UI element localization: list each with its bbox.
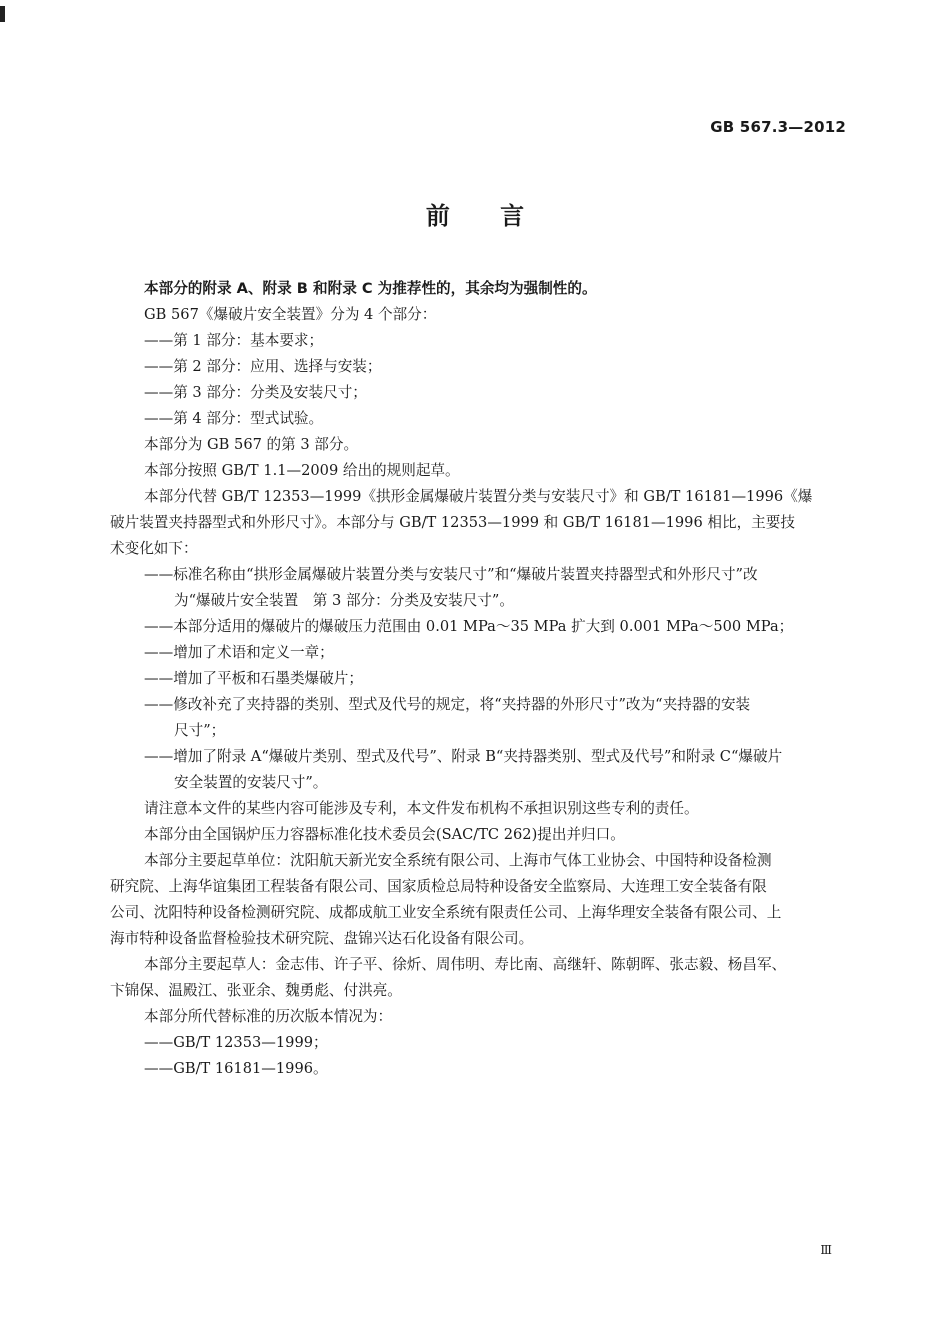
paragraph-parts-intro: GB 567《爆破片安全装置》分为 4 个部分： — [144, 306, 437, 323]
paragraph-drafting-units-line-4: 海市特种设备监督检验技术研究院、盘锦兴达石化设备有限公司。 — [110, 930, 534, 947]
paragraph-drafting-units-line-1: 本部分主要起草单位：沈阳航天新光安全系统有限公司、上海市气体工业协会、中国特种设备检测 — [144, 852, 772, 869]
list-item-change-4: ——增加了平板和石墨类爆破片； — [144, 670, 363, 687]
paragraph-replaces-line-3: 术变化如下： — [110, 540, 198, 557]
list-item-change-1 — [144, 562, 860, 614]
page-title: 前 言 — [425, 202, 525, 230]
paragraph-drafters-line-1: 本部分主要起草人：金志伟、许子平、徐炘、周伟明、寿比南、高继轩、陈朝晖、张志毅、杨昌军、 — [144, 956, 787, 973]
list-item-part-3: ——第 3 部分：分类及安装尺寸； — [144, 384, 367, 401]
list-item-change-6 — [144, 744, 860, 796]
list-item-part-1: ——第 1 部分：基本要求； — [144, 332, 324, 349]
paragraph-drafting-units-line-3: 公司、沈阳特种设备检测研究院、成都成航工业安全系统有限责任公司、上海华理安全装备有限公司、上 — [110, 904, 782, 921]
paragraph-replaces-line-2: 破片装置夹持器型式和外形尺寸》。本部分与 GB/T 12353—1999 和 GB/T 16181—1996 相比，主要技 — [110, 514, 795, 531]
list-item-change-5-line-2: 尺寸”； — [174, 722, 226, 739]
paragraph-this-part: 本部分为 GB 567 的第 3 部分。 — [144, 436, 359, 453]
list-item-change-5 — [144, 692, 860, 744]
list-item-change-6-line-1: ——增加了附录 A“爆破片类别、型式及代号”、附录 B“夹持器类别、型式及代号”和附录 C“爆破片 — [144, 748, 783, 765]
scan-corner-mark — [0, 6, 5, 22]
list-item-history-1: ——GB/T 12353—1999； — [144, 1034, 328, 1051]
paragraph-committee: 本部分由全国锅炉压力容器标准化技术委员会(SAC/TC 262)提出并归口。 — [144, 826, 625, 843]
paragraph-patent-notice: 请注意本文件的某些内容可能涉及专利，本文件发布机构不承担识别这些专利的责任。 — [144, 800, 699, 817]
list-item-part-4: ——第 4 部分：型式试验。 — [144, 410, 324, 427]
paragraph-history-intro: 本部分所代替标准的历次版本情况为： — [144, 1008, 393, 1025]
paragraph-replaces-line-1: 本部分代替 GB/T 12353—1999《拱形金属爆破片装置分类与安装尺寸》和 GB/T 16181—1996《爆 — [144, 488, 813, 505]
foreword-body — [110, 276, 860, 1082]
list-item-change-1-line-1: ——标准名称由“拱形金属爆破片装置分类与安装尺寸”和“爆破片装置夹持器型式和外形尺寸”改 — [144, 566, 758, 583]
list-item-change-2: ——本部分适用的爆破片的爆破压力范围由 0.01 MPa～35 MPa 扩大到 0.001 MPa～500 MPa； — [144, 618, 794, 635]
list-item-change-1-line-2: 为“爆破片安全装置 第 3 部分：分类及安装尺寸”。 — [174, 592, 514, 609]
list-item-part-2: ——第 2 部分：应用、选择与安装； — [144, 358, 382, 375]
standard-number: GB 567.3—2012 — [710, 118, 846, 136]
list-item-change-5-line-1: ——修改补充了夹持器的类别、型式及代号的规定，将“夹持器的外形尺寸”改为“夹持器的安装 — [144, 696, 751, 713]
paragraph-drafting-units-line-2: 研究院、上海华谊集团工程装备有限公司、国家质检总局特种设备安全监察局、大连理工安全装备有限 — [110, 878, 767, 895]
paragraph-annex-status: 本部分的附录 A、附录 B 和附录 C 为推荐性的，其余均为强制性的。 — [144, 280, 597, 297]
list-item-history-2: ——GB/T 16181—1996。 — [144, 1060, 328, 1077]
paragraph-drafting-rules: 本部分按照 GB/T 1.1—2009 给出的规则起草。 — [144, 462, 460, 479]
paragraph-drafters-line-2: 卞锦保、温殿江、张亚余、魏勇彪、付洪亮。 — [110, 982, 402, 999]
list-item-change-3: ——增加了术语和定义一章； — [144, 644, 334, 661]
list-item-change-6-line-2: 安全装置的安装尺寸”。 — [174, 774, 328, 791]
page-number: Ⅲ — [820, 1243, 832, 1257]
